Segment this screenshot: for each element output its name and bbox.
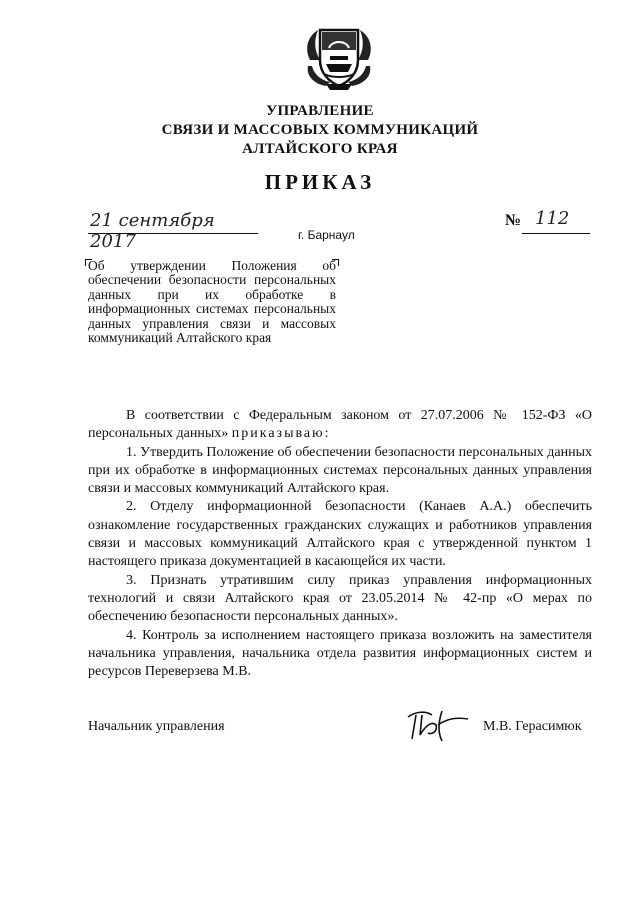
preamble-text: В соответствии с Федеральным законом от 27.07.2006 № 152-ФЗ «О персональных данных»: [88, 408, 592, 442]
number-underline: [522, 233, 590, 234]
order-item: 3. Признать утратившим силу приказ управления информационных технологий и связи Алтайского края от 23.05.2014 № 42-пр «О мерах по обеспечению безопасности персональных данных».: [88, 572, 592, 625]
order-item: 4. Контроль за исполнением настоящего приказа возложить на заместителя начальника управления, начальника отдела развития информационных систем и ресурсов Переверзева М.В.: [88, 627, 592, 680]
signatory-name: М.В. Герасимюк: [483, 719, 582, 734]
handwritten-date: 21 сентября 2017: [90, 210, 215, 252]
signatory-position: Начальник управления: [88, 719, 225, 734]
number-label: №: [505, 212, 522, 229]
coat-of-arms-emblem: [296, 20, 382, 92]
organization-header: [0, 102, 640, 159]
header-line-3: АЛТАЙСКОГО КРАЯ: [242, 141, 398, 157]
place-of-issue: г. Барнаул: [298, 228, 355, 242]
order-item: 2. Отделу информационной безопасности (Канаев А.А.) обеспечить ознакомление государственных гражданских служащих и работников управления связи и массовых коммуникаций Алтайского края с утвержденной пунктом 1 настоящего приказа документацией в касающейся их части.: [88, 499, 592, 570]
preamble: [88, 407, 592, 444]
header-line-2: СВЯЗИ И МАССОВЫХ КОММУНИКАЦИЙ: [161, 122, 479, 138]
order-body: [88, 407, 592, 681]
order-subject: Об утверждении Положения об обеспечении безопасности персональных данных при их обработке в информационных системах персональных данных управления связи и массовых коммуникаций Алтайского края: [88, 258, 336, 346]
handwritten-signature: [402, 705, 472, 745]
header-line-1: УПРАВЛЕНИЕ: [266, 103, 374, 119]
date-underline: [88, 233, 258, 234]
order-item: 1. Утвердить Положение об обеспечении безопасности персональных данных при их обработке в информационных системах персональных данных управления связи и массовых коммуникаций Алтайского края.: [88, 444, 592, 497]
document-title: ПРИКАЗ: [264, 170, 376, 194]
handwritten-number: 112: [535, 208, 570, 229]
order-word: приказываю:: [231, 426, 331, 442]
